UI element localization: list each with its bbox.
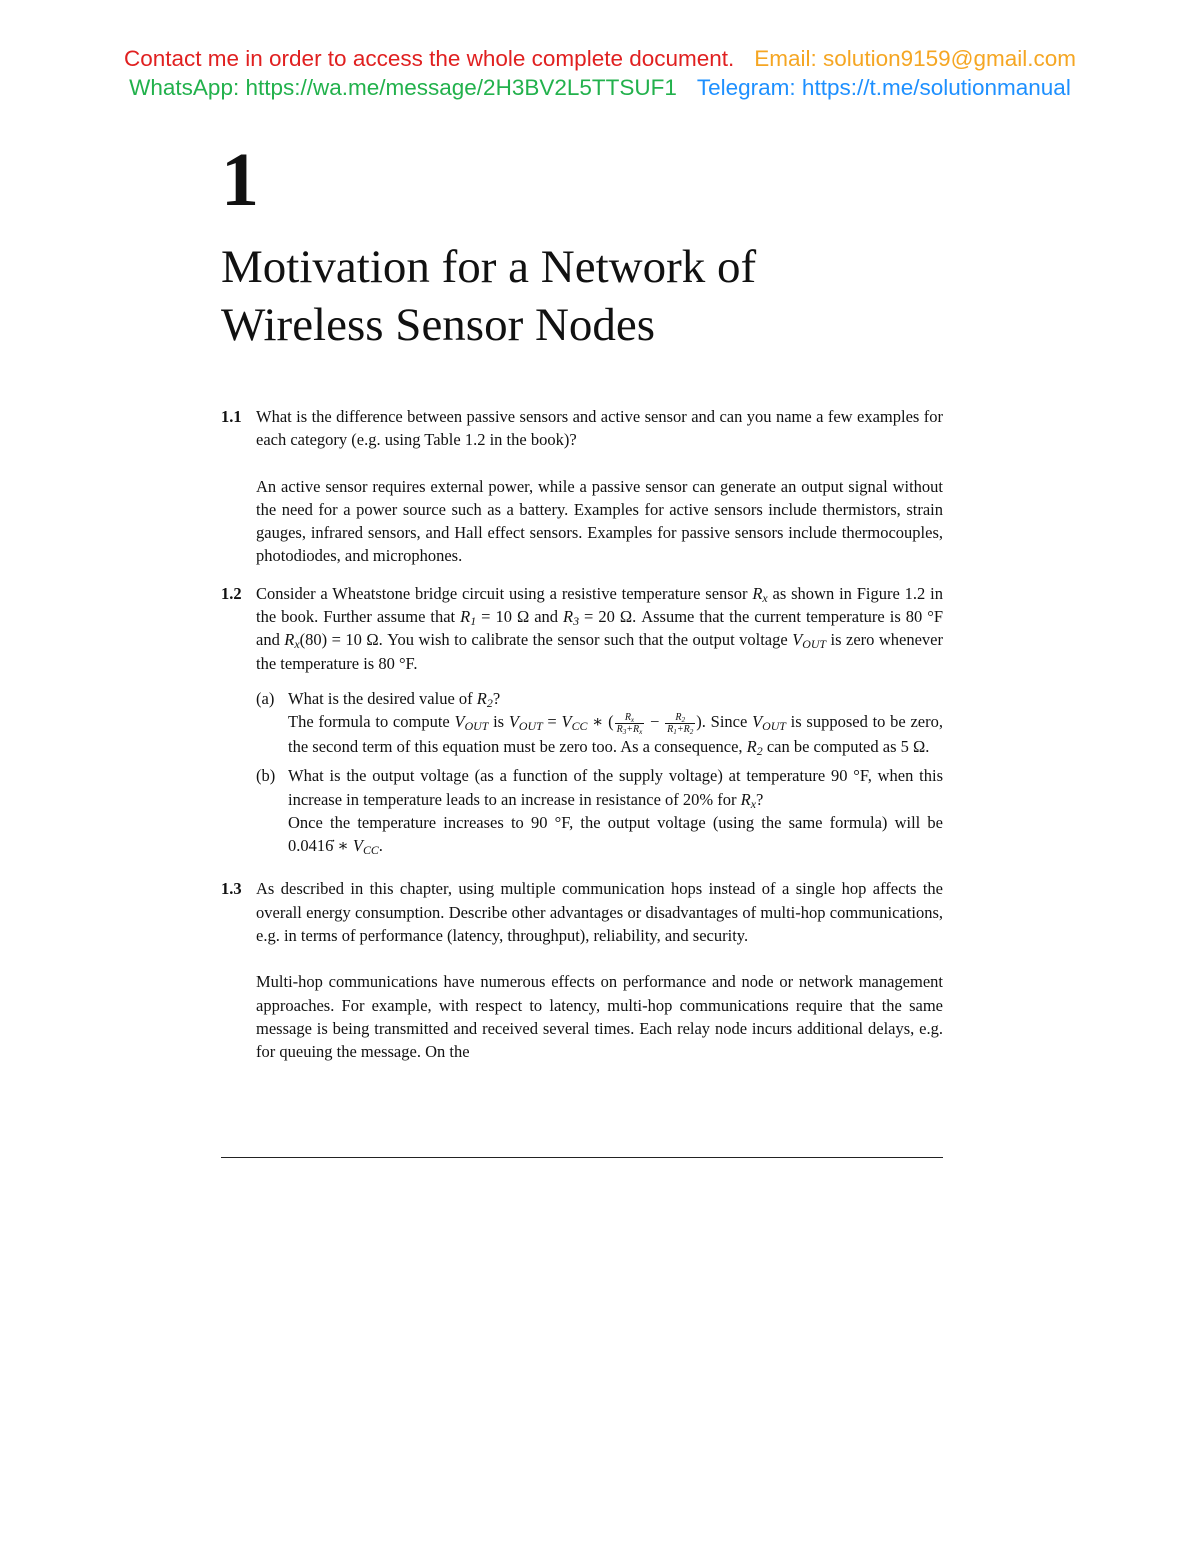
subquestion-text: What is the output voltage (as a function of the supply voltage) at temperature 90 °F, when this increase in temperature leads to an increase in resistance of 20% for $R_x$?	[288, 766, 943, 811]
chapter-number: 1	[221, 138, 259, 222]
chapter-title-line-1: Motivation for a Network of	[221, 241, 757, 293]
subquestion-label: (a)	[256, 688, 275, 708]
banner-line-2	[0, 73, 1200, 102]
problem-answer: Multi-hop communications have numerous effects on performance and node or network management approaches. For example, with respect to latency, multi-hop communications require that the same message is being transmitted and received several times. Each relay node incurs additional delays, e.g. for queuing the message. On the	[256, 972, 943, 1062]
problem-question: What is the difference between passive sensors and active sensor and can you name a few examples for each category (e.g. using Table 1.2 in the book)?	[256, 407, 943, 450]
problem-1-3	[221, 877, 943, 1063]
subquestion-text: What is the desired value of $R_2$?	[288, 688, 501, 710]
banner-email-link[interactable]: Email: solution9159@gmail.com	[754, 46, 1077, 71]
problem-number: 1.1	[221, 407, 242, 426]
problem-1-1	[221, 405, 943, 568]
subquestion-answer: Once the temperature increases to 90 °F, the output voltage (using the same formula) will be 0.0416̇ ∗ $V_{CC}$.	[288, 812, 943, 858]
subquestion-b	[256, 764, 943, 857]
subquestion-answer: The formula to compute $V_{OUT}$ is $V_{OUT} = V_{CC}$ ∗ ( $\frac{R_x}{R_3+R_x}$ − $\frac{R_2}{R_1+R_2}$ ). Since $V_{OUT}$ is supposed to be zero, the second term of this equation must be zero too. As a consequence, $R_2$ can be computed as 5 Ω.	[288, 711, 943, 758]
problem-question: As described in this chapter, using multiple communication hops instead of a single hop affects the overall energy consumption. Describe other advantages or disadvantages of multi-hop communications, e.g. in terms of performance (latency, throughput), reliability, and security.	[256, 879, 943, 946]
page-content	[221, 405, 943, 1064]
fraction-rx: $\frac{R_x}{R_3+R_x}$	[616, 711, 643, 736]
problem-number: 1.3	[221, 879, 242, 899]
problem-number: 1.2	[221, 583, 242, 603]
banner-telegram-link[interactable]: Telegram: https://t.me/solutionmanual	[696, 75, 1071, 100]
banner-line-1	[0, 44, 1200, 73]
subquestion-label: (b)	[256, 766, 276, 786]
contact-banner	[0, 44, 1200, 102]
fraction-r2: $\frac{R_2}{R_1+R_2}$	[667, 711, 694, 736]
page-bottom-rule	[221, 1157, 943, 1158]
problem-1-2	[221, 582, 943, 858]
problem-question: Consider a Wheatstone bridge circuit using a resistive temperature sensor $R_x$ as shown in Figure 1.2 in the book. Further assume that $R_1 = 10$ Ω and $R_3 = 20$ Ω. Assume that the current temperature is 80 °F and $R_x(80) = 10$ Ω. You wish to calibrate the sensor such that the output voltage $V_{OUT}$ is zero whenever the temperature is 80 °F.	[256, 583, 944, 673]
banner-whatsapp-link[interactable]: WhatsApp: https://wa.me/message/2H3BV2L5TTSUF1	[129, 75, 677, 100]
chapter-title-line-2: Wireless Sensor Nodes	[221, 299, 656, 351]
subquestion-a	[256, 687, 943, 758]
banner-contact-text: Contact me in order to access the whole complete document.	[123, 46, 735, 71]
chapter-title	[221, 238, 981, 354]
problem-answer: An active sensor requires external power, while a passive sensor can generate an output signal without the need for a power source such as a battery. Examples for active sensors include thermistors, strain gauges, infrared sensors, and Hall effect sensors. Examples for passive sensors include thermocouples, photodiodes, and microphones.	[256, 476, 943, 566]
